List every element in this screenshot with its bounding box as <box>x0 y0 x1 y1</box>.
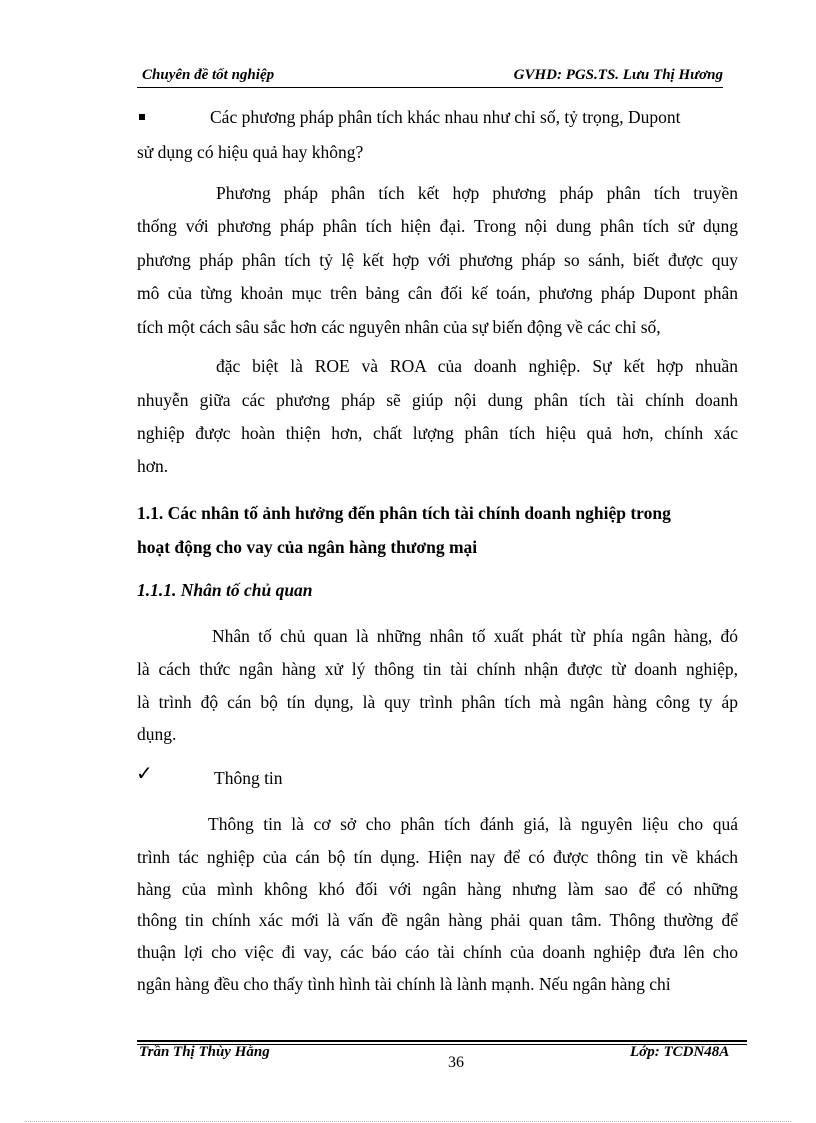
page-edge-divider <box>25 1121 791 1122</box>
paragraph-line: thống với phương pháp phân tích hiện đại. Trong nội dung phân tích sử dụng <box>137 216 738 236</box>
checkmark-icon: ✓ <box>136 763 153 785</box>
page-header <box>137 67 723 88</box>
check-item-label: Thông tin <box>214 768 283 788</box>
paragraph-line: thông tin chính xác mới là vấn đề ngân hàng phải quan tâm. Thông thường để <box>137 910 738 930</box>
paragraph-line: nhuyễn giữa các phương pháp sẽ giúp nội dung phân tích tài chính doanh <box>137 390 738 410</box>
paragraph-line: thuận lợi cho việc đi vay, các báo cáo tài chính của doanh nghiệp đưa lên cho <box>137 942 738 962</box>
paragraph-line: Thông tin là cơ sở cho phân tích đánh giá, là nguyên liệu cho quá <box>208 814 738 834</box>
paragraph-line: dụng. <box>137 724 177 744</box>
paragraph-line: đặc biệt là ROE và ROA của doanh nghiệp. Sự kết hợp nhuần <box>216 356 738 376</box>
page-number: 36 <box>448 1054 464 1071</box>
header-title: Chuyên đề tốt nghiệp <box>142 67 275 83</box>
paragraph-line: ngân hàng đều cho thấy tình hình tài chính là lành mạnh. Nếu ngân hàng chỉ <box>137 974 671 994</box>
paragraph-line: là cách thức ngân hàng xử lý thông tin tài chính nhận được từ doanh nghiệp, <box>137 659 738 679</box>
square-bullet-icon <box>139 114 145 120</box>
paragraph-line: tích một cách sâu sắc hơn các nguyên nhân của sự biến động về các chỉ số, <box>137 317 661 337</box>
header-supervisor: GVHD: PGS.TS. Lưu Thị Hương <box>513 67 723 83</box>
bullet-text-line: sử dụng có hiệu quả hay không? <box>137 142 364 162</box>
paragraph-line: Phương pháp phân tích kết hợp phương pháp phân tích truyền <box>216 183 738 203</box>
paragraph-line: hàng của mình không khó đối với ngân hàng nhưng làm sao để có những <box>137 879 738 899</box>
paragraph-line: trình tác nghiệp của cán bộ tín dụng. Hiện nay để có được thông tin về khách <box>137 847 738 867</box>
section-heading-cont: hoạt động cho vay của ngân hàng thương mại <box>137 537 478 557</box>
paragraph-line: mô của từng khoản mục trên bảng cân đối kế toán, phương pháp Dupont phân <box>137 283 738 303</box>
paragraph-line: hơn. <box>137 456 169 476</box>
paragraph-line: là trình độ cán bộ tín dụng, là quy trình phân tích mà ngân hàng công ty áp <box>137 692 738 712</box>
section-heading: 1.1. Các nhân tố ảnh hưởng đến phân tích tài chính doanh nghiệp trong <box>137 503 671 523</box>
paragraph-line: Nhân tố chủ quan là những nhân tố xuất phát từ phía ngân hàng, đó <box>212 626 738 646</box>
footer-rule <box>137 1040 747 1042</box>
footer-author: Trần Thị Thùy Hằng <box>139 1044 270 1060</box>
paragraph-line: phương pháp phân tích tỷ lệ kết hợp với phương pháp so sánh, biết được quy <box>137 250 738 270</box>
footer-class: Lớp: TCDN48A <box>630 1044 730 1060</box>
subsection-heading: 1.1.1. Nhân tố chủ quan <box>137 580 313 600</box>
paragraph-line: nghiệp được hoàn thiện hơn, chất lượng phân tích hiệu quả hơn, chính xác <box>137 423 738 443</box>
bullet-text-line: Các phương pháp phân tích khác nhau như chỉ số, tỷ trọng, Dupont <box>210 107 681 127</box>
